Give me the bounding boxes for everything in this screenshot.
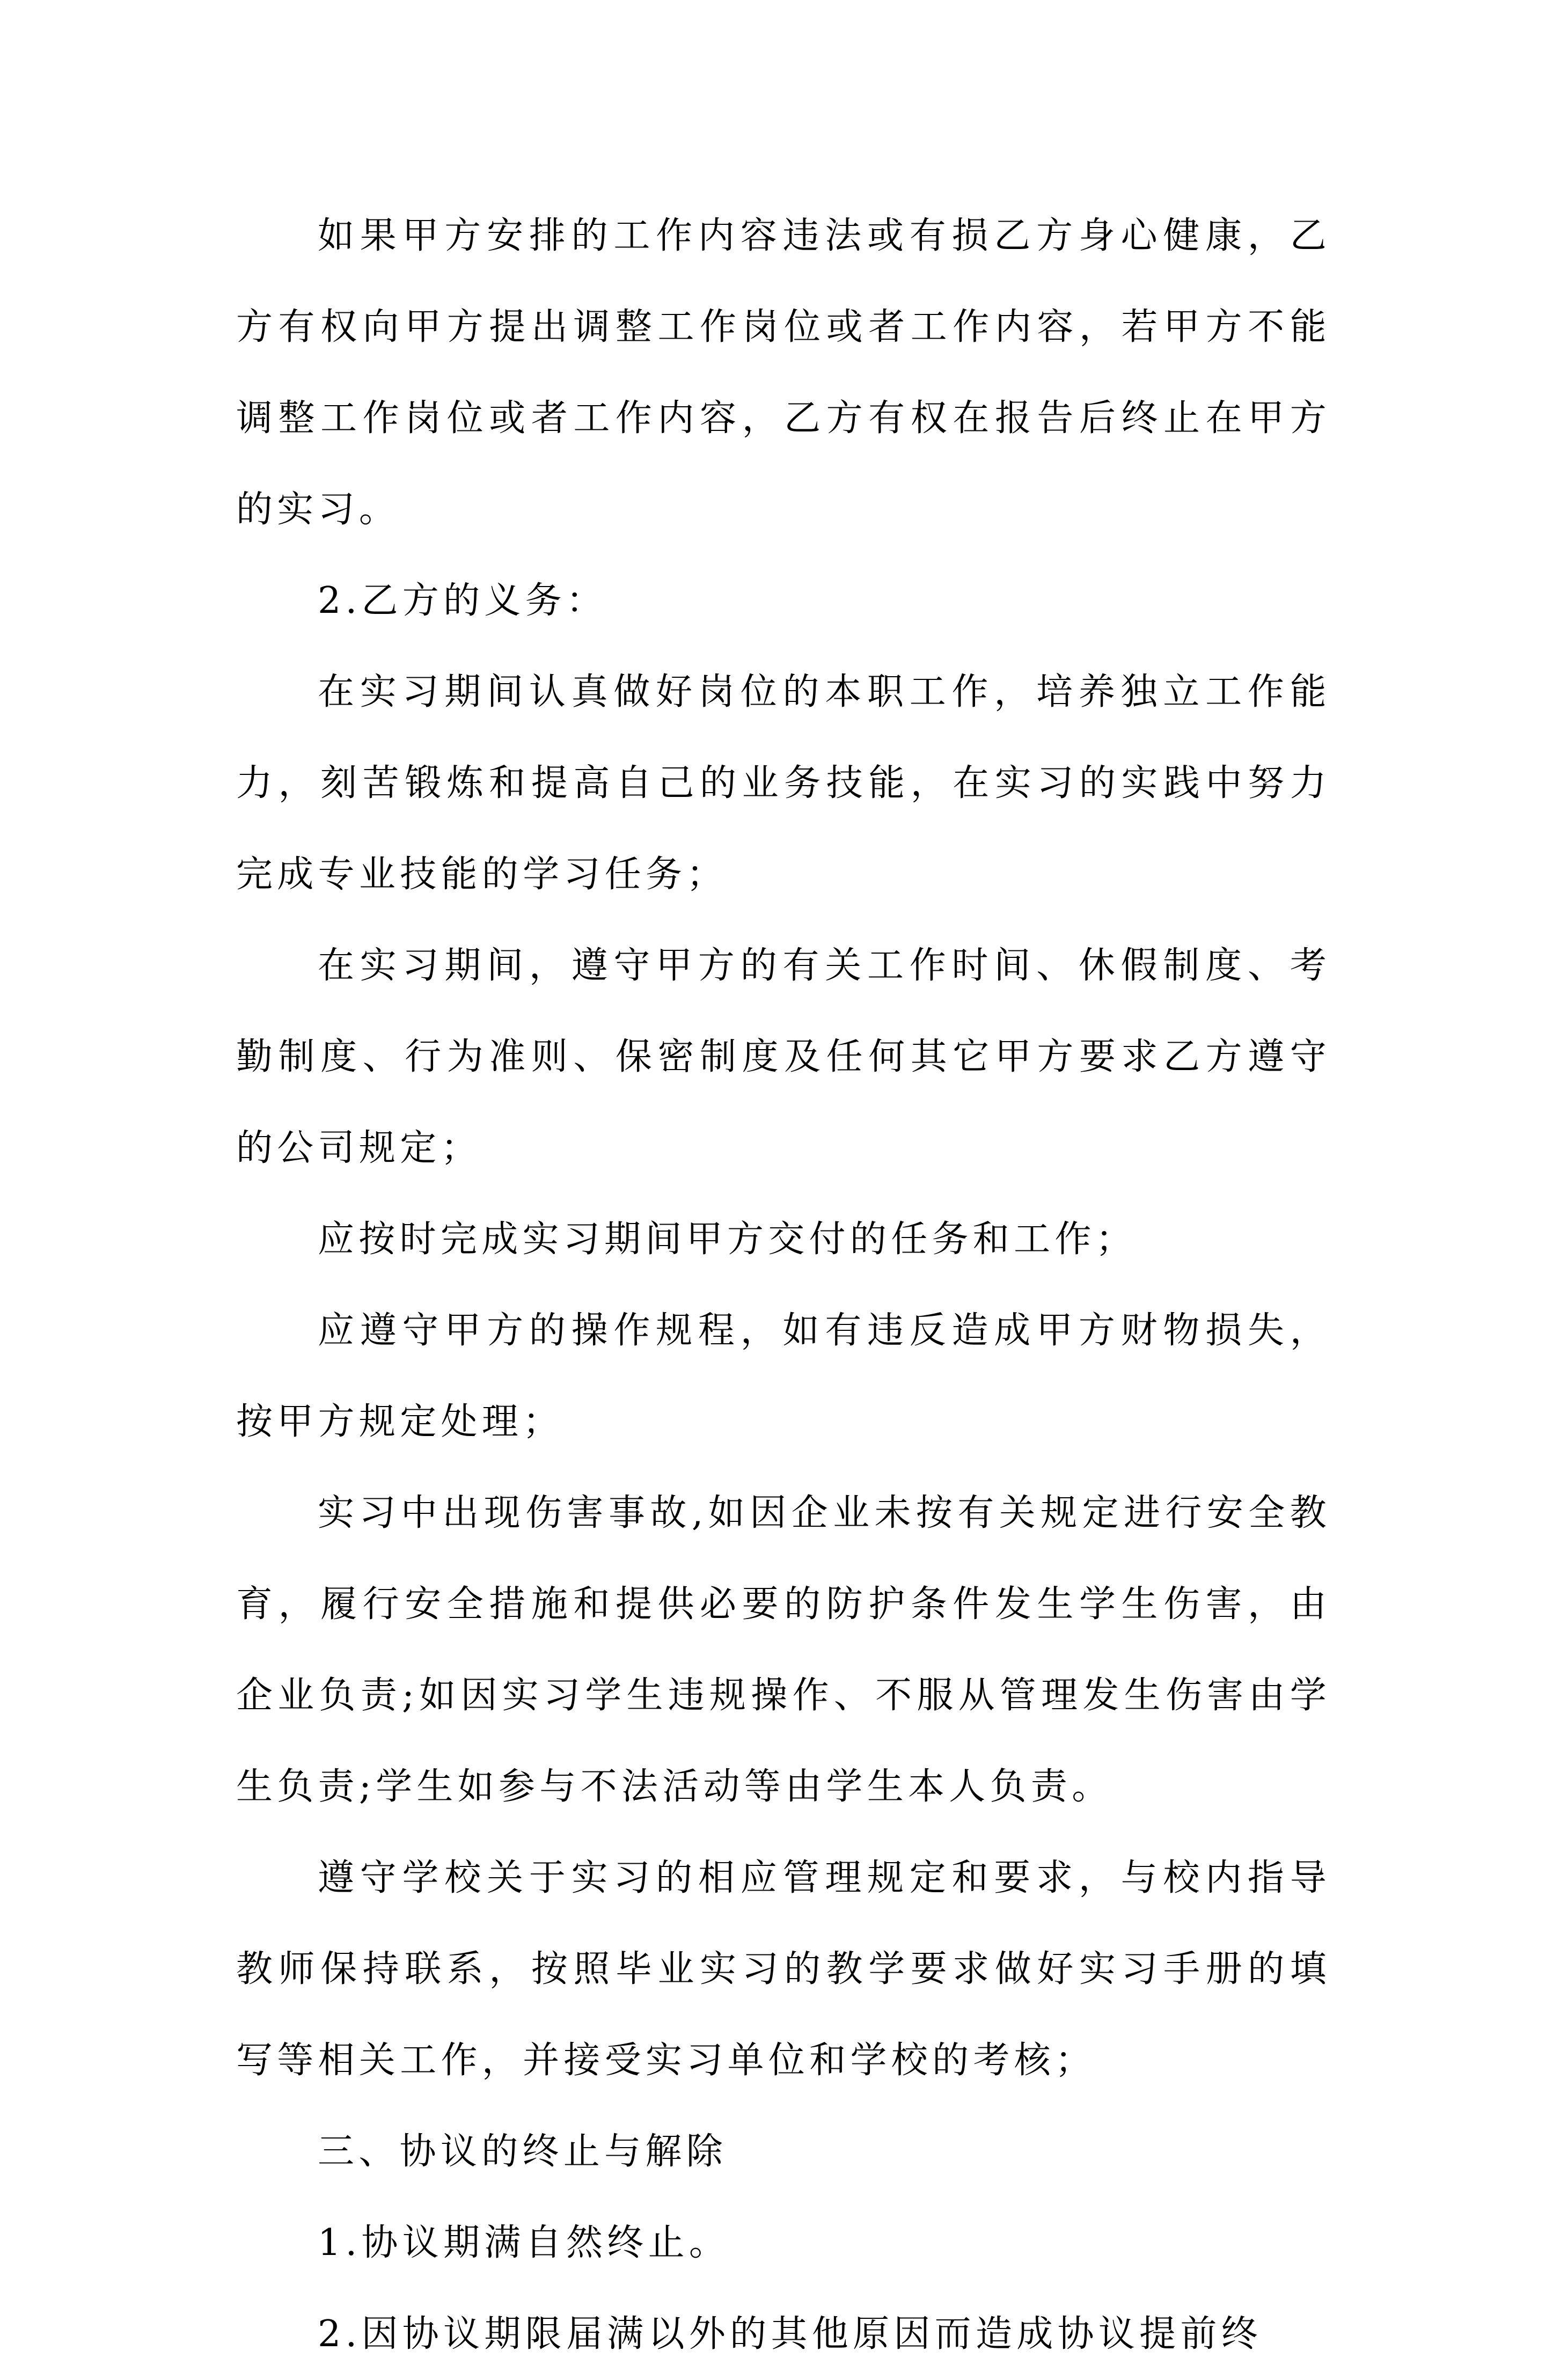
paragraph-termination-early: 2.因协议期限届满以外的其他原因而造成协议提前终 — [318, 2313, 1263, 2355]
paragraph-duty-tasks: 应按时完成实习期间甲方交付的任务和工作； — [318, 1218, 1137, 1261]
paragraph-duty-rules: 在实习期间，遵守甲方的有关工作时间、休假制度、考勤制度、行为准则、保密制度及任何其它甲方要求乙方遵守的公司规定； — [236, 944, 1331, 1169]
section-heading-termination: 三、协议的终止与解除 — [318, 2130, 728, 2173]
paragraph-health-rights: 如果甲方安排的工作内容违法或有损乙方身心健康，乙方有权向甲方提出调整工作岗位或者工作内容，若甲方不能调整工作岗位或者工作内容，乙方有权在报告后终止在甲方的实习。 — [236, 215, 1331, 531]
section-heading-obligations: 2.乙方的义务： — [318, 580, 607, 622]
paragraph-injury-liability: 实习中出现伤害事故,如因企业未按有关规定进行安全教育，履行安全措施和提供必要的防护条件发生学生伤害，由企业负责;如因实习学生违规操作、不服从管理发生伤害由学生负责;学生如参与不法活动等由学生本人负责。 — [236, 1492, 1331, 1808]
paragraph-termination-expiry: 1.协议期满自然终止。 — [318, 2222, 730, 2264]
paragraph-school-rules: 遵守学校关于实习的相应管理规定和要求，与校内指导教师保持联系，按照毕业实习的教学要求做好实习手册的填写等相关工作，并接受实习单位和学校的考核； — [236, 1857, 1331, 2082]
paragraph-duty-procedures: 应遵守甲方的操作规程，如有违反造成甲方财物损失，按甲方规定处理； — [236, 1309, 1331, 1443]
paragraph-duty-work: 在实习期间认真做好岗位的本职工作，培养独立工作能力，刻苦锻炼和提高自己的业务技能，在实习的实践中努力完成专业技能的学习任务； — [236, 671, 1331, 896]
document-body — [236, 191, 1331, 2380]
